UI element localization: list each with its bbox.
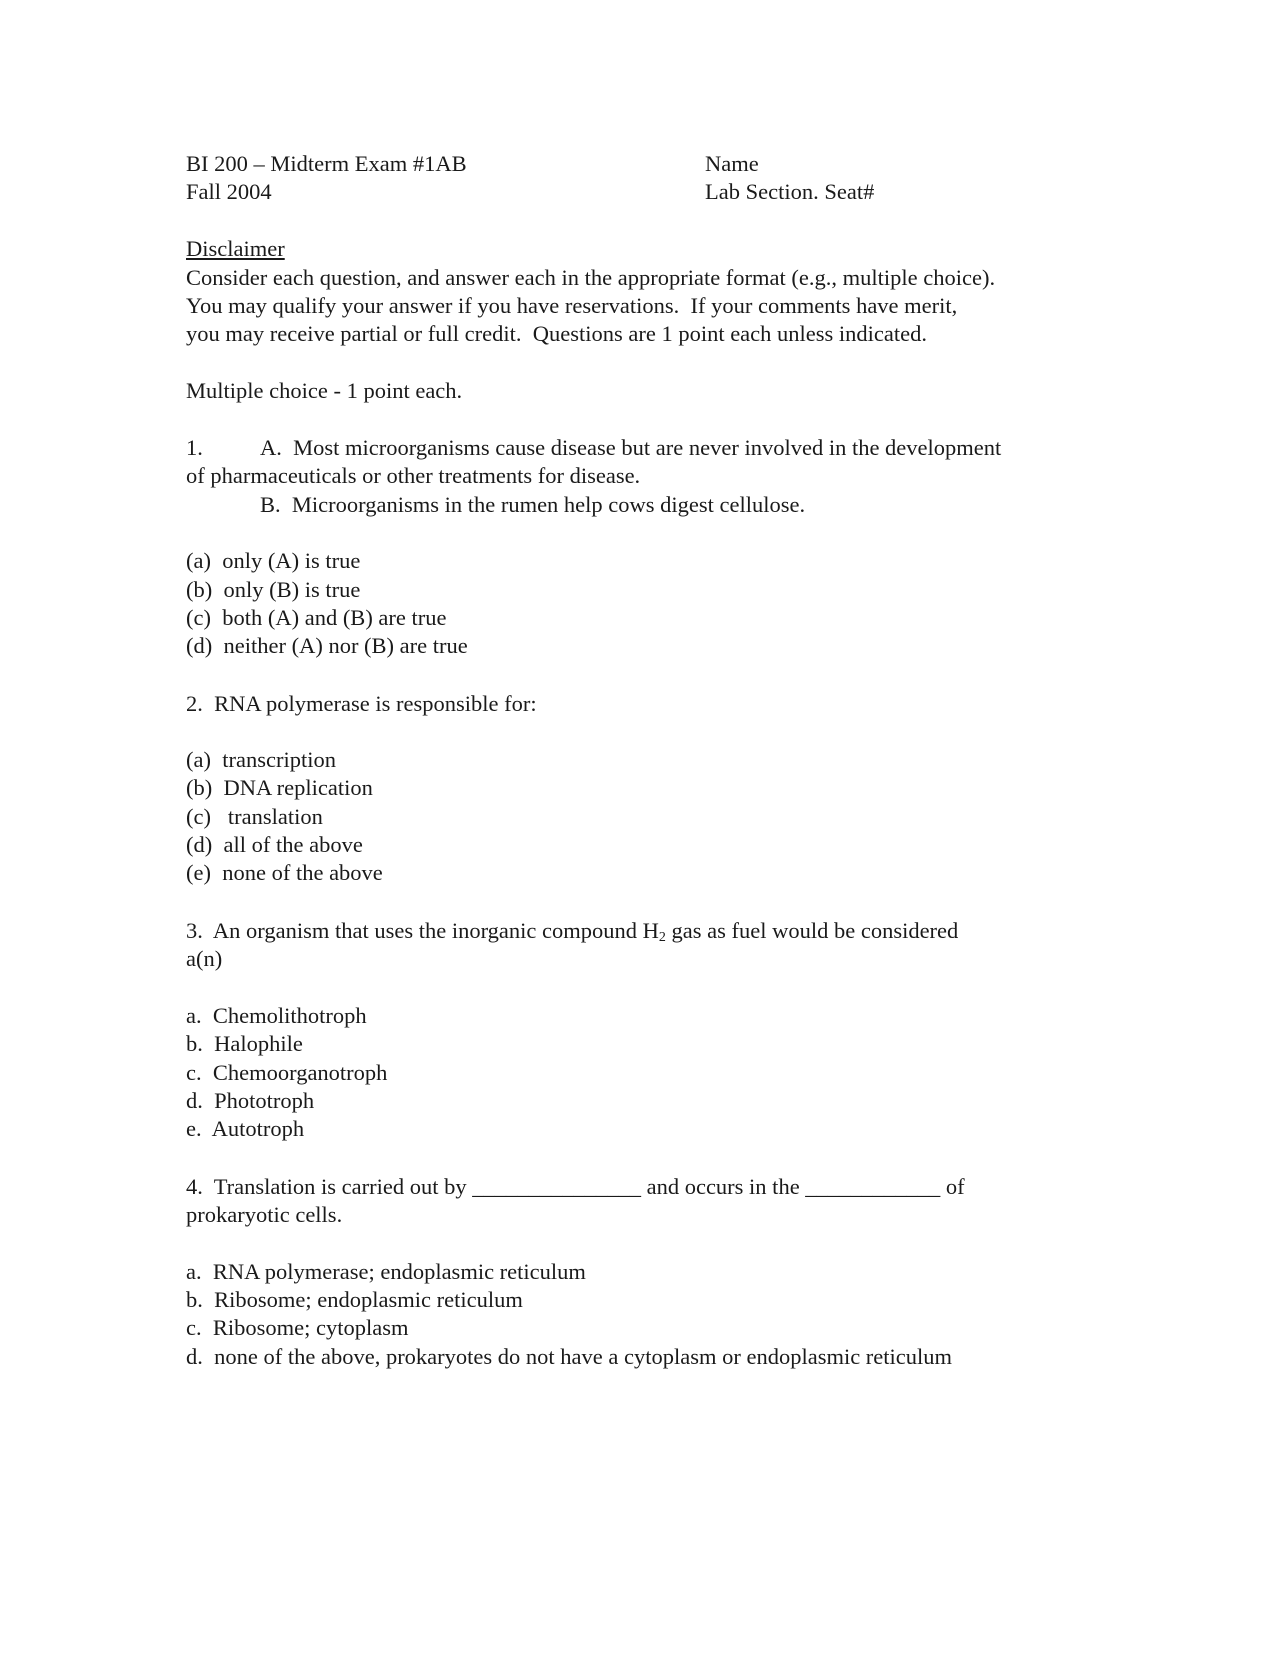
q3-question-text-end: gas as fuel would be considered <box>665 918 959 943</box>
q3-option: e. Autotroph <box>186 1116 305 1141</box>
q1-option: (c) both (A) and (B) are true <box>186 605 447 630</box>
disclaimer-line: you may receive partial or full credit. Questions are 1 point each unless indicated. <box>186 321 927 346</box>
q2-option: (d) all of the above <box>186 832 363 857</box>
q3-option: c. Chemoorganotroph <box>186 1060 388 1085</box>
q1-statement-a-cont: of pharmaceuticals or other treatments for disease. <box>186 463 641 488</box>
q3-option: a. Chemolithotroph <box>186 1003 367 1028</box>
lab-section-label: Lab Section. Seat# <box>705 179 875 204</box>
q3-subscript: 2 <box>658 930 666 945</box>
q4-question-cont: prokaryotic cells. <box>186 1202 343 1227</box>
section-title: Multiple choice - 1 point each. <box>186 378 463 403</box>
disclaimer-line: Consider each question, and answer each in the appropriate format (e.g., multiple choice). <box>186 265 996 290</box>
q4-option: a. RNA polymerase; endoplasmic reticulum <box>186 1259 586 1284</box>
q4-option: b. Ribosome; endoplasmic reticulum <box>186 1287 523 1312</box>
name-label: Name <box>705 151 759 176</box>
disclaimer-heading: Disclaimer <box>186 236 285 261</box>
q4-option: d. none of the above, prokaryotes do not have a cytoplasm or endoplasmic reticulum <box>186 1344 953 1369</box>
course-title: BI 200 – Midterm Exam #1AB <box>186 151 467 176</box>
q1-statement-b: B. Microorganisms in the rumen help cows digest cellulose. <box>260 492 806 517</box>
q3-question-cont: a(n) <box>186 946 223 971</box>
q3-question <box>186 917 958 946</box>
q1-option: (a) only (A) is true <box>186 548 361 573</box>
q1-statement-a <box>186 434 1001 463</box>
q1-option: (d) neither (A) nor (B) are true <box>186 633 468 658</box>
q2-option: (b) DNA replication <box>186 775 373 800</box>
q4-question: 4. Translation is carried out by _______________ and occurs in the ____________ of <box>186 1174 965 1199</box>
q1-statement-a-text: A. Most microorganisms cause disease but are never involved in the development <box>260 435 1002 460</box>
q3-question-text: 3. An organism that uses the inorganic compound H <box>186 918 659 943</box>
term: Fall 2004 <box>186 179 272 204</box>
q2-option: (e) none of the above <box>186 860 383 885</box>
q3-option: b. Halophile <box>186 1031 303 1056</box>
disclaimer-line: You may qualify your answer if you have reservations. If your comments have merit, <box>186 293 958 318</box>
q2-option: (c) translation <box>186 804 323 829</box>
q1-number: 1. <box>186 435 203 460</box>
q2-question: 2. RNA polymerase is responsible for: <box>186 691 537 716</box>
q2-option: (a) transcription <box>186 747 336 772</box>
q4-option: c. Ribosome; cytoplasm <box>186 1315 409 1340</box>
q1-option: (b) only (B) is true <box>186 577 361 602</box>
q3-option: d. Phototroph <box>186 1088 315 1113</box>
